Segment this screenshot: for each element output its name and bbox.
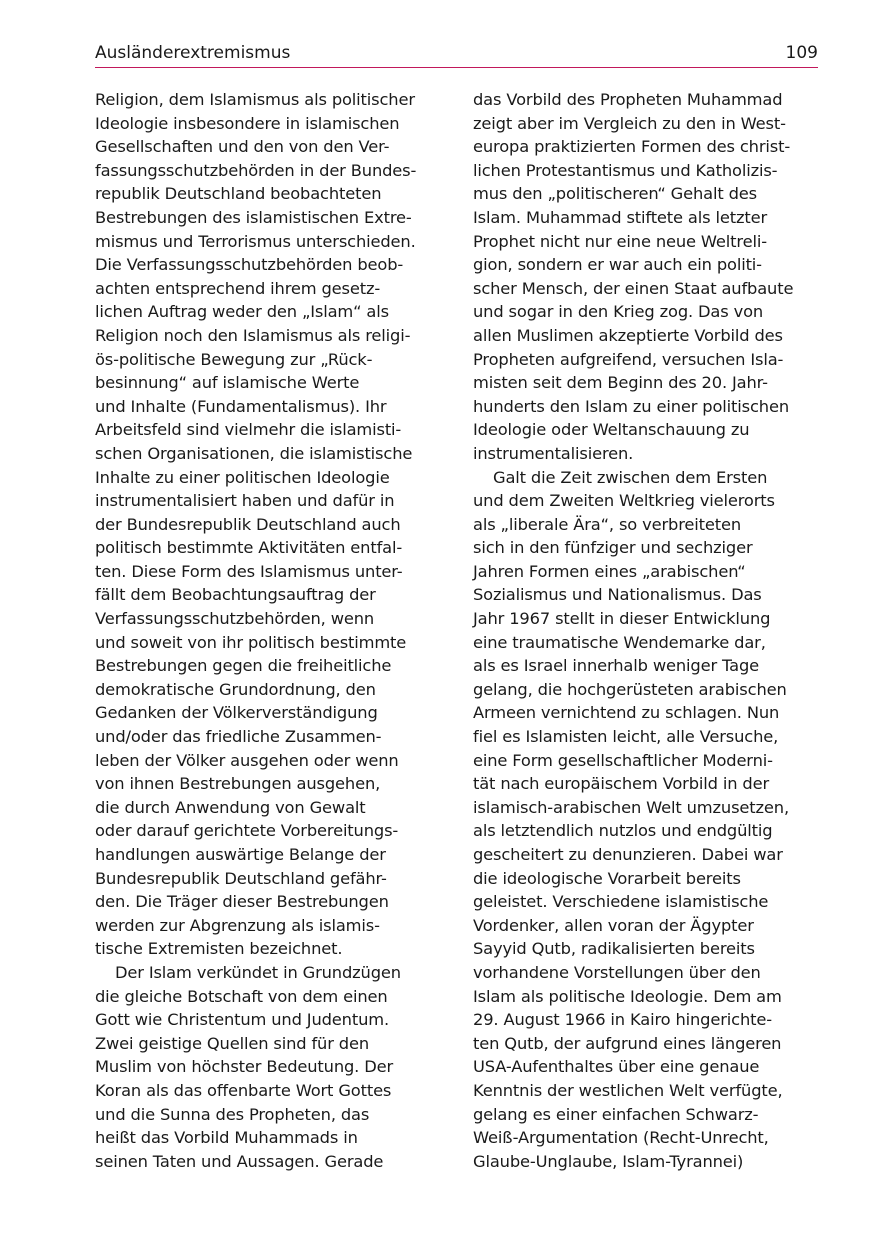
text-line: Bundesrepublik Deutschland gefähr- [95, 868, 387, 888]
text-line: gelang, die hochgerüsteten arabischen [473, 679, 787, 699]
text-line: seinen Taten und Aussagen. Gerade [95, 1151, 384, 1171]
text-line: instrumentalisieren. [473, 443, 634, 463]
text-line: USA-Aufenthaltes über eine genaue [473, 1057, 760, 1077]
text-line: gion, sondern er war auch ein politi- [473, 255, 762, 275]
text-line: zeigt aber im Vergleich zu den in West- [473, 113, 786, 133]
text-line: ten. Diese Form des Islamismus unter- [95, 561, 403, 581]
text-line: Galt die Zeit zwischen dem Ersten [493, 467, 768, 487]
text-line: Religion, dem Islamismus als politischer [95, 90, 415, 109]
text-line: Sozialismus und Nationalismus. Das [473, 585, 762, 605]
text-line: leben der Völker ausgehen oder wenn [95, 750, 399, 770]
text-line: tische Extremisten bezeichnet. [95, 939, 343, 959]
text-line: den. Die Träger dieser Bestrebungen [95, 892, 389, 912]
text-line: instrumentalisiert haben und dafür in [95, 491, 395, 511]
text-line: geleistet. Verschiedene islamistische [473, 892, 769, 912]
text-line: Weiß-Argumentation (Recht-Unrecht, [473, 1128, 769, 1148]
text-line: Verfassungsschutzbehörden, wenn [95, 609, 375, 629]
text-line: achten entsprechend ihrem gesetz- [95, 278, 381, 298]
text-line: Armeen vernichtend zu schlagen. Nun [473, 703, 780, 723]
text-line: Ideologie insbesondere in islamischen [95, 113, 400, 133]
text-line: Gott wie Christentum und Judentum. [95, 1010, 389, 1030]
text-line: Bestrebungen gegen die freiheitliche [95, 656, 392, 676]
text-line: Koran als das offenbarte Wort Gottes [95, 1080, 392, 1100]
text-line: und die Sunna des Propheten, das [95, 1104, 370, 1124]
text-line: ös-politische Bewegung zur „Rück- [95, 349, 373, 369]
text-line: gelang es einer einfachen Schwarz- [473, 1104, 759, 1124]
text-line: heißt das Vorbild Muhammads in [95, 1128, 358, 1148]
text-line: Gedanken der Völkerverständigung [95, 703, 378, 723]
text-line: Arbeitsfeld sind vielmehr die islamisti- [95, 420, 402, 440]
text-line: das Vorbild des Propheten Muhammad [473, 90, 783, 109]
text-line: die ideologische Vorarbeit bereits [473, 868, 741, 888]
text-line: mismus und Terrorismus unterschieden. [95, 231, 416, 251]
text-line: fassungsschutzbehörden in der Bundes- [95, 160, 417, 180]
text-line: lichen Protestantismus und Katholizis- [473, 160, 778, 180]
text-line: eine Form gesellschaftlicher Moderni- [473, 750, 773, 770]
text-line: Vordenker, allen voran der Ägypter [473, 915, 754, 935]
text-line: werden zur Abgrenzung als islamis- [95, 915, 380, 935]
text-line: ten Qutb, der aufgrund eines längeren [473, 1033, 782, 1053]
text-line: oder darauf gerichtete Vorbereitungs- [95, 821, 399, 841]
text-line: handlungen auswärtige Belange der [95, 845, 386, 864]
text-line: Kenntnis der westlichen Welt verfügte, [473, 1080, 783, 1100]
text-line: tät nach europäischem Vorbild in der [473, 774, 770, 794]
text-line: als „liberale Ära“, so verbreiteten [473, 514, 742, 534]
text-line: gescheitert zu denunzieren. Dabei war [473, 845, 783, 864]
text-line: als es Israel innerhalb weniger Tage [473, 656, 759, 676]
text-line: Inhalte zu einer politischen Ideologie [95, 467, 390, 487]
text-line: Muslim von höchster Bedeutung. Der [95, 1057, 394, 1077]
text-line: Zwei geistige Quellen sind für den [95, 1033, 370, 1053]
text-line: Islam. Muhammad stiftete als letzter [473, 207, 767, 227]
text-line: Religion noch den Islamismus als religi- [95, 325, 411, 345]
text-line: vorhandene Vorstellungen über den [473, 962, 761, 982]
text-line: Propheten aufgreifend, versuchen Isla- [473, 349, 784, 369]
text-line: europa praktizierten Formen des christ- [473, 137, 791, 157]
text-line: allen Muslimen akzeptierte Vorbild des [473, 325, 783, 345]
text-line: misten seit dem Beginn des 20. Jahr- [473, 373, 768, 393]
text-line: demokratische Grundordnung, den [95, 679, 376, 699]
text-line: die durch Anwendung von Gewalt [95, 797, 366, 817]
text-line: sich in den fünfziger und sechziger [473, 538, 753, 558]
text-line: Gesellschaften und den von den Ver- [95, 137, 390, 157]
text-line: als letztendlich nutzlos und endgültig [473, 821, 773, 841]
text-line: und soweit von ihr politisch bestimmte [95, 632, 407, 652]
text-line: Der Islam verkündet in Grundzügen [115, 962, 401, 982]
text-line: fällt dem Beobachtungsauftrag der [95, 585, 376, 605]
text-line: mus den „politischeren“ Gehalt des [473, 184, 757, 204]
text-line: der Bundesrepublik Deutschland auch [95, 514, 401, 534]
text-line: hunderts den Islam zu einer politischen [473, 396, 789, 416]
text-line: Jahr 1967 stellt in dieser Entwicklung [473, 609, 771, 629]
text-line: Sayyid Qutb, radikalisierten bereits [473, 939, 755, 959]
header-title: Ausländerextremismus [95, 43, 291, 63]
text-line: 29. August 1966 in Kairo hingerichte- [473, 1010, 772, 1030]
text-line: von ihnen Bestrebungen ausgehen, [95, 774, 381, 794]
text-line: und Inhalte (Fundamentalismus). Ihr [95, 396, 387, 416]
text-line: und/oder das friedliche Zusammen- [95, 727, 382, 747]
text-line: schen Organisationen, die islamistische [95, 443, 413, 463]
running-header [95, 42, 818, 68]
right-column [473, 88, 823, 1173]
text-line: besinnung“ auf islamische Werte [95, 373, 360, 393]
page-number: 109 [785, 43, 818, 63]
text-line: und sogar in den Krieg zog. Das von [473, 302, 764, 322]
left-column [95, 88, 445, 1173]
text-line: und dem Zweiten Weltkrieg vielerorts [473, 491, 775, 511]
text-line: islamisch-arabischen Welt umzusetzen, [473, 797, 789, 817]
text-line: lichen Auftrag weder den „Islam“ als [95, 302, 389, 322]
text-line: Prophet nicht nur eine neue Weltreli- [473, 231, 767, 251]
text-line: scher Mensch, der einen Staat aufbaute [473, 278, 794, 298]
text-line: politisch bestimmte Aktivitäten entfal- [95, 538, 403, 558]
text-line: Die Verfassungsschutzbehörden beob- [95, 255, 404, 275]
text-line: Ideologie oder Weltanschauung zu [473, 420, 750, 440]
text-line: die gleiche Botschaft von dem einen [95, 986, 388, 1006]
text-line: Jahren Formen eines „arabischen“ [473, 561, 746, 581]
text-line: Islam als politische Ideologie. Dem am [473, 986, 782, 1006]
text-line: fiel es Islamisten leicht, alle Versuche, [473, 727, 779, 747]
text-line: eine traumatische Wendemarke dar, [473, 632, 766, 652]
text-line: republik Deutschland beobachteten [95, 184, 382, 204]
text-line: Bestrebungen des islamistischen Extre- [95, 207, 412, 227]
text-line: Glaube-Unglaube, Islam-Tyrannei) [473, 1151, 744, 1171]
